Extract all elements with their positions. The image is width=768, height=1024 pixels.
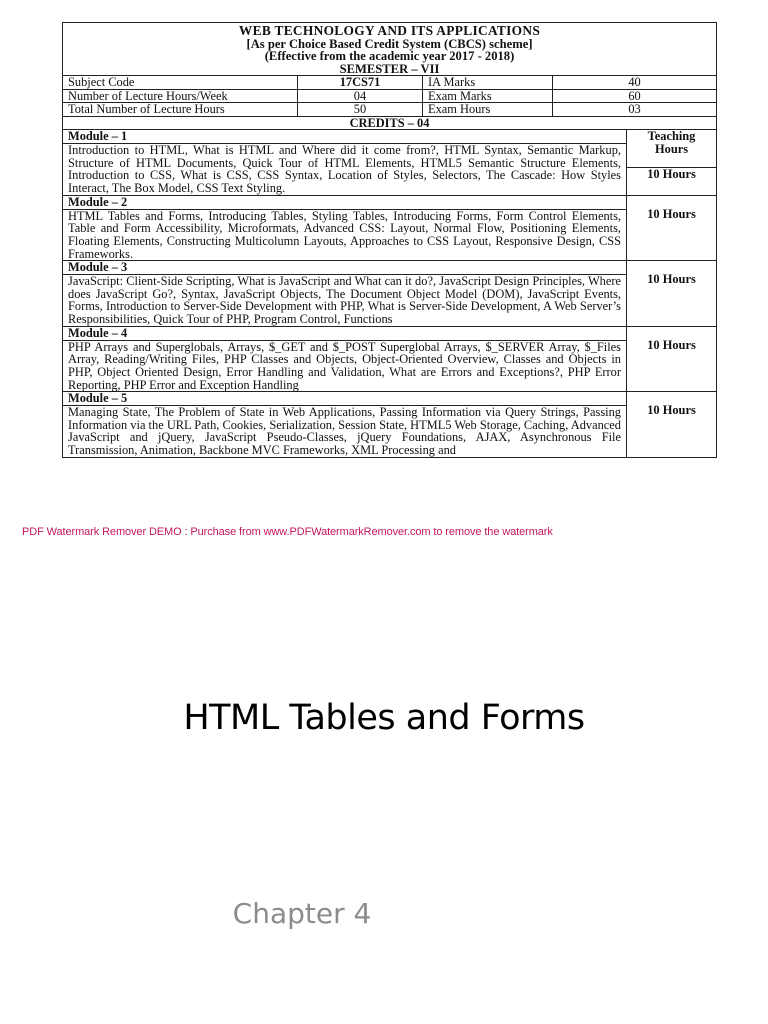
module-name: Module – 1	[63, 130, 627, 144]
info-label: IA Marks	[423, 76, 553, 89]
module-name: Module – 5	[63, 392, 627, 406]
module-content: PHP Arrays and Superglobals, Arrays, $_GET and $_POST Superglobal Arrays, $_SERVER Array, $_Files Array, Reading/Writing Files, PHP Classes and Objects, Object-Oriented Overview, Classes and Objects in PHP, Object Oriented Design, Error Handling and Validation, What are Errors and Exceptions?, PHP Error Reporting, PHP Error and Exception Handling	[63, 340, 627, 392]
credits-row	[63, 116, 717, 130]
module-name: Module – 4	[63, 326, 627, 340]
teaching-hours-header-line: Teaching	[647, 129, 696, 144]
pdf-watermark-text: PDF Watermark Remover DEMO : Purchase from www.PDFWatermarkRemover.com to remove the watermark	[22, 526, 553, 538]
effective-year-line: (Effective from the academic year 2017 - 2018)	[264, 49, 515, 64]
module-content-row	[63, 275, 717, 327]
module-content: JavaScript: Client-Side Scripting, What is JavaScript and What can it do?, JavaScript Design Principles, Where does JavaScript Go?, Syntax, JavaScript Objects, The Document Object Model (DOM), JavaScript Events, Forms, Introduction to Server-Side Development with PHP, What is Server-Side Development, A Web Server’s Responsibilities, Quick Tour of PHP, Program Control, Functions	[63, 275, 627, 327]
semester-line: SEMESTER – VII	[339, 61, 440, 76]
info-value: 17CS71	[298, 76, 423, 89]
module-hours: 10 Hours	[627, 168, 717, 196]
info-row	[63, 76, 717, 89]
info-label: Exam Hours	[423, 103, 553, 116]
syllabus-image	[62, 22, 718, 548]
scheme-line: [As per Choice Based Credit System (CBCS) scheme]	[246, 36, 533, 51]
module-hours: 10 Hours	[627, 261, 717, 327]
module-hours: 10 Hours	[627, 326, 717, 392]
teaching-hours-header-line: Hours	[654, 141, 689, 156]
module-content-row	[63, 406, 717, 458]
module-content-row	[63, 144, 717, 168]
module-name: Module – 3	[63, 261, 627, 275]
module-content-row	[63, 340, 717, 392]
module-content: HTML Tables and Forms, Introducing Tables, Styling Tables, Introducing Forms, Form Control Elements, Table and Form Accessibility, Microformats, Advanced CSS: Layout, Normal Flow, Positioning Elements, Floating Elements, Constructing Multicolumn Layouts, Approaches to CSS Layout, Responsive Design, CSS Frameworks.	[63, 209, 627, 261]
module-content: Managing State, The Problem of State in Web Applications, Passing Information via Query Strings, Passing Information via the URL Path, Cookies, Serialization, Session State, HTML5 Web Storage, Caching, Advanced JavaScript and jQuery, JavaScript Pseudo-Classes, jQuery Foundations, AJAX, Asynchronous File Transmission, Animation, Backbone MVC Frameworks, XML Processing and	[63, 406, 627, 458]
module-header-row	[63, 130, 717, 144]
teaching-hours-header	[627, 130, 717, 168]
module-hours: 10 Hours	[627, 392, 717, 458]
slide-subtitle: Chapter 4	[232, 897, 372, 930]
info-value: 40	[553, 76, 717, 89]
info-label: Number of Lecture Hours/Week	[63, 89, 298, 102]
info-label: Subject Code	[63, 76, 298, 89]
info-row	[63, 103, 717, 116]
module-header-row	[63, 326, 717, 340]
info-value: 03	[553, 103, 717, 116]
info-value: 50	[298, 103, 423, 116]
module-name: Module – 2	[63, 195, 627, 209]
module-header-row	[63, 195, 717, 209]
info-row	[63, 89, 717, 102]
info-label: Total Number of Lecture Hours	[63, 103, 298, 116]
module-content-row	[63, 209, 717, 261]
module-hours: 10 Hours	[627, 195, 717, 261]
syllabus-title	[63, 23, 717, 76]
info-value: 04	[298, 89, 423, 102]
module-header-row	[63, 392, 717, 406]
info-label: Exam Marks	[423, 89, 553, 102]
syllabus-table	[62, 22, 717, 458]
slide-title: HTML Tables and Forms	[183, 698, 585, 738]
info-value: 60	[553, 89, 717, 102]
module-header-row	[63, 261, 717, 275]
course-title: WEB TECHNOLOGY AND ITS APPLICATIONS	[238, 23, 541, 38]
credits-label: CREDITS – 04	[63, 116, 717, 130]
syllabus-title-row	[63, 23, 717, 76]
module-content: Introduction to HTML, What is HTML and Where did it come from?, HTML Syntax, Semantic Markup, Structure of HTML Documents, Quick Tour of HTML Elements, HTML5 Semantic Structure Elements, Introduction to CSS, What is CSS, CSS Syntax, Location of Styles, Selectors, The Cascade: How Styles Interact, The Box Model, CSS Text Styling.	[63, 144, 627, 196]
